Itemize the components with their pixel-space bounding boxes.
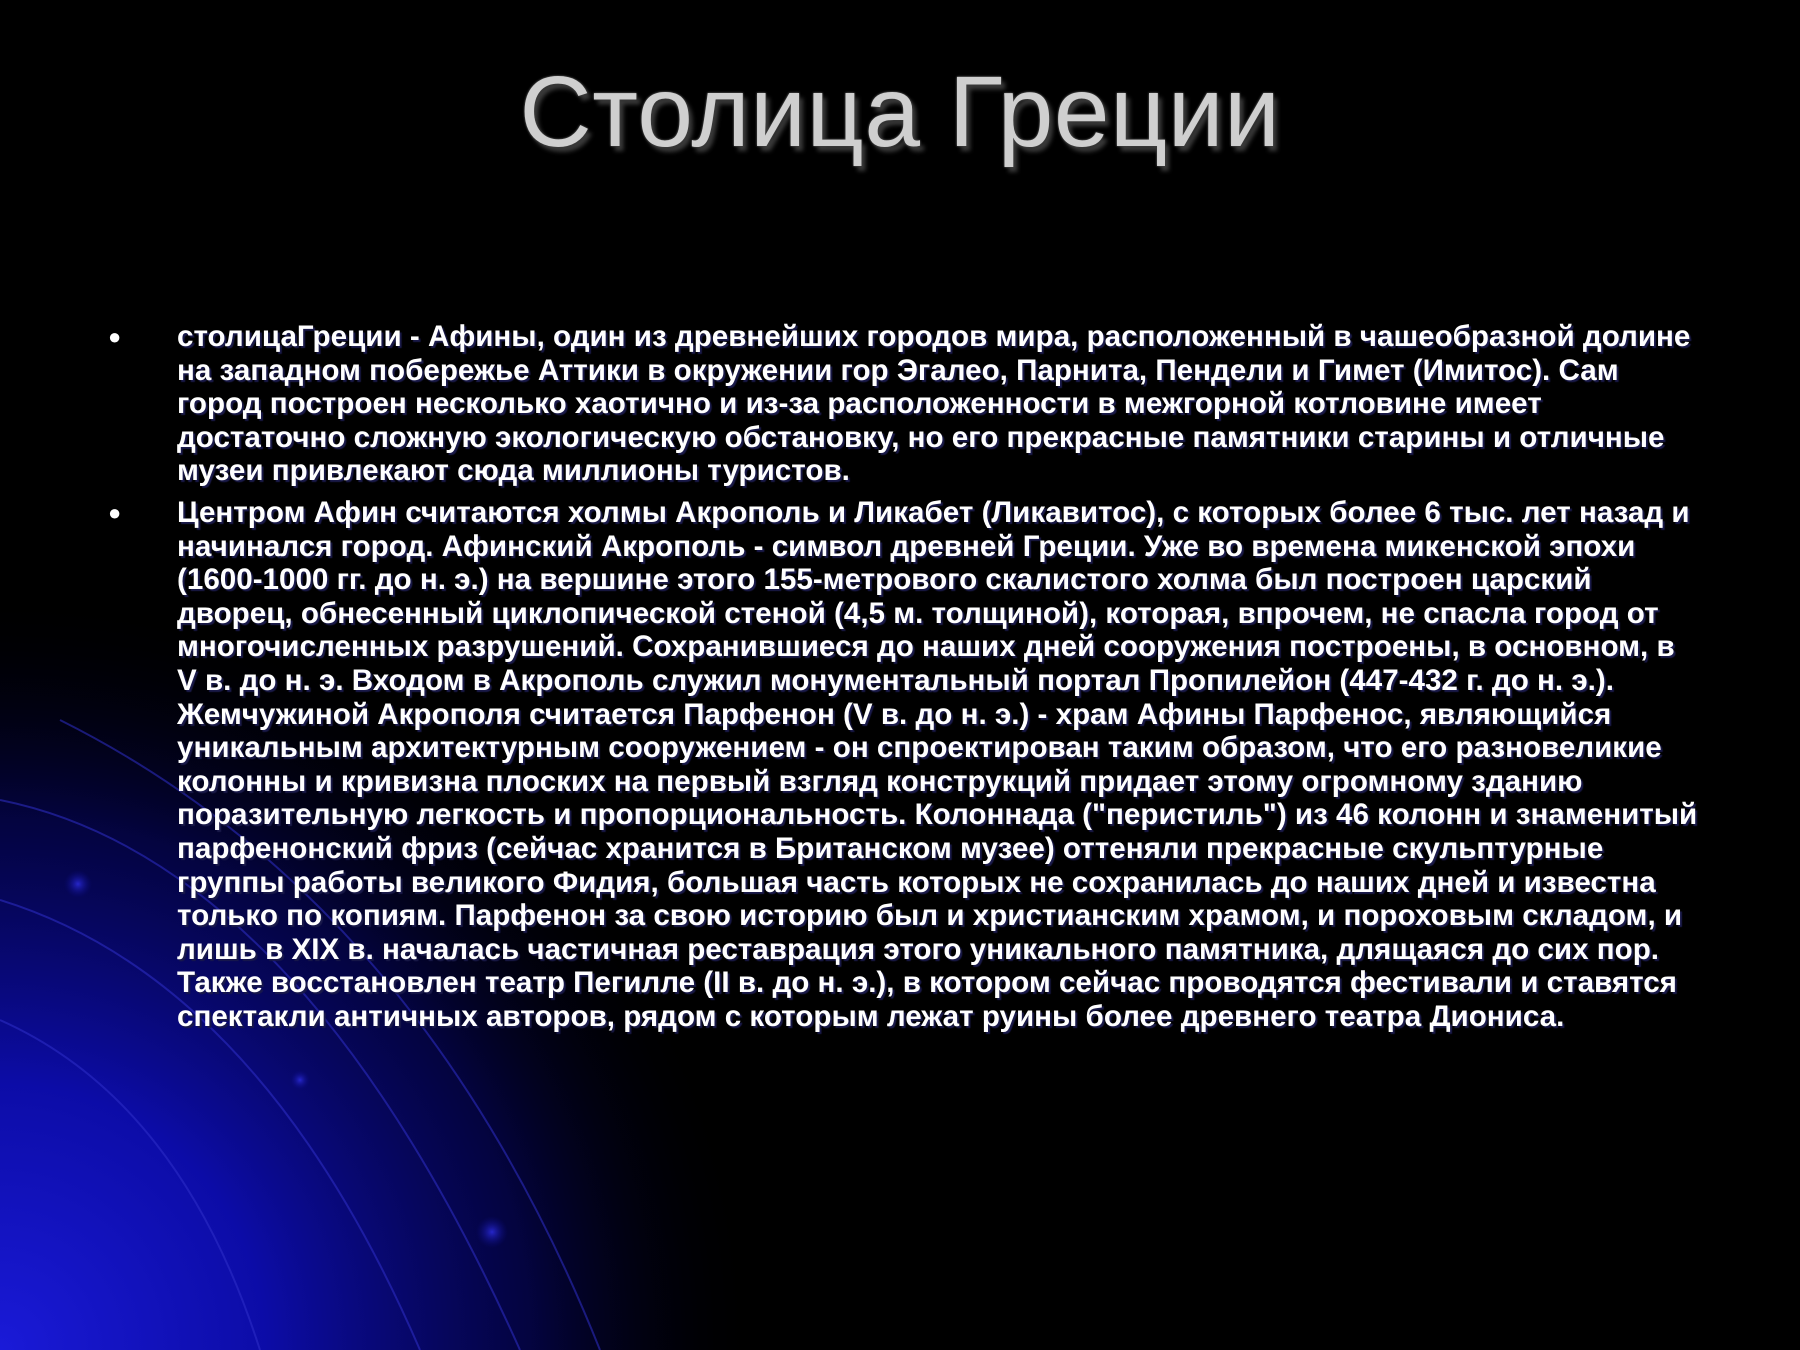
orb-shape [290, 1070, 310, 1090]
bullet-text: столицаГреции - Афины, один из древнейших городов мира, расположенный в чашеобразной долине на западном побережье Аттики в окружении гор Эгалео, Парнита, Пендели и Гимет (Имитос). Сам город построен несколько хаотично и из-за расположенности в межгорной котловине имеет достаточно сложную экологическую обстановку, но его прекрасные памятники старины и отличные музеи привлекают сюда миллионы туристов. [177, 320, 1691, 488]
list-item [100, 320, 1700, 488]
bullet-text: Центром Афин считаются холмы Акрополь и Ликабет (Ликавитос), с которых более 6 тыс. лет назад и начинался город. Афинский Акрополь - символ древней Греции. Уже во времена микенской эпохи (1600-1000 гг. до н. э.) на вершине этого 155-метрового скалистого холма был построен царский дворец, обнесенный циклопической стеной (4,5 м. толщиной), которая, впрочем, не спасла город от многочисленных разрушений. Сохранившиеся до наших дней сооружения построены, в основном, в V в. до н. э. Входом в Акрополь служил монументальный портал Пропилейон (447-432 г. до н. э.). Жемчужиной Акрополя считается Парфенон (V в. до н. э.) - храм Афины Парфенос, являющийся уникальным архитектурным сооружением - он спроектирован таким образом, что его разновеликие колонны и кривизна плоских на первый взгляд конструкций придает этому огромному зданию поразительную легкость и пропорциональность. Колоннада ("перистиль") из 46 колонн и знаменитый парфенонский фриз (сейчас хранится в Британском музее) оттеняли прекрасные скульптурные группы работы великого Фидия, большая часть которых не сохранилась до наших дней и известна только по копиям. Парфенон за свою историю был и христианским храмом, и пороховым складом, и лишь в XIX в. началась частичная реставрация этого уникального памятника, длящаяся до сих пор. Также восстановлен театр Пегилле (II в. до н. э.), в котором сейчас проводятся фестивали и ставятся спектакли античных авторов, рядом с которым лежат руины более древнего театра Диониса. [177, 495, 1698, 1033]
list-item [100, 496, 1700, 1034]
bullet-list [100, 320, 1700, 1041]
bullet-icon: ● [108, 324, 122, 349]
slide-title: Столица Греции [519, 56, 1281, 168]
orb-shape [476, 1216, 508, 1248]
orb-shape [64, 870, 92, 898]
bullet-icon: ● [108, 499, 122, 525]
